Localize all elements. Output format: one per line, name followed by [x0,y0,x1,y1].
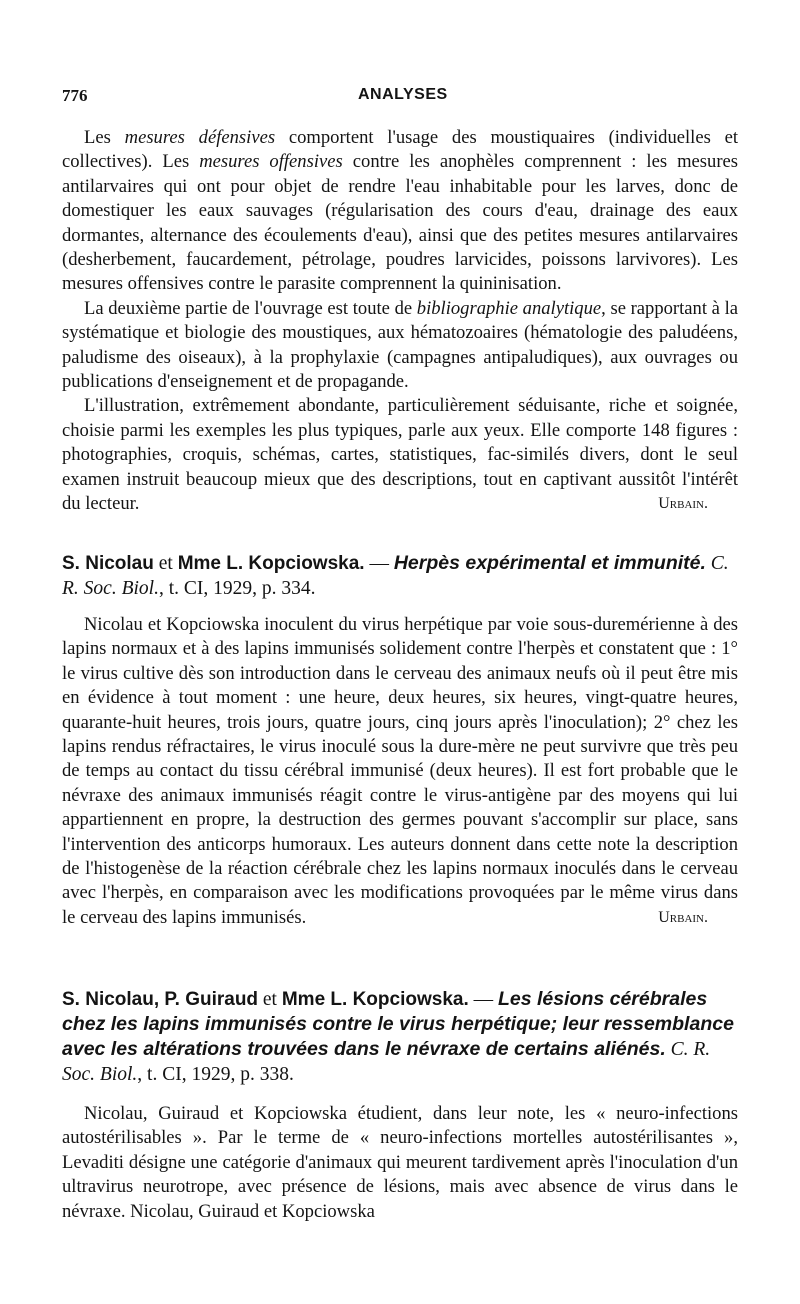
page-header [62,86,738,116]
entry-title: Les lésions cérébrales chez les lapins immunisés contre le virus herpétique; leur ressemblance avec les altérations trouvées dans le névraxe de certains aliénés. [62,988,734,1060]
entry-author: Mme L. Kopciowska. [177,553,365,574]
paragraph-bibliography: La deuxième partie de l'ouvrage est toute de bibliographie analytique, se rapportant à la systématique et biologie des moustiques, aux hématozoaires (hématologie des paludéens, paludisme des oiseaux), à la prophylaxie (campagnes antipaludiques), aux ouvrages ou publications d'enseignement et de propagande. [62,297,738,393]
entry-abstract-lesions-cerebrales [62,1102,738,1224]
running-head: ANALYSES [358,86,448,103]
entry-heading-herpes-immunite: S. Nicolau et Mme L. Kopciowska. — Herpès expérimental et immunité. C. R. Soc. Biol., t. CI, 1929, p. 334. [62,552,729,599]
entry-abstract-herpes-immunite [62,613,738,930]
paragraph-illustration: L'illustration, extrêmement abondante, particulièrement séduisante, riche et soignée, choisie parmi les exemples les plus typiques, parle aux yeux. Elle comporte 148 figures : photographies, croquis, schémas, cartes, statistiques, fac-similés divers, dont le seul examen instruit beaucoup mieux que des descriptions, tout en captivant aussitôt l'intérêt du lecteur. [62,395,738,515]
reviewer-signature: Urbain. [658,495,708,513]
entry-heading-lesions-cerebrales: S. Nicolau, P. Guiraud et Mme L. Kopciowska. — Les lésions cérébrales chez les lapins immunisés contre le virus herpétique; leur ressemblance avec les altérations trouvées dans le névraxe de certains aliénés. C. R. Soc. Biol., t. CI, 1929, p. 338. [62,988,734,1085]
abstract-paragraph: Nicolau, Guiraud et Kopciowska étudient, dans leur note, les « neuro-infections autostérilisables ». Par le terme de « neuro-infections mortelles autostérilisantes », Levaditi désigne une catégorie d'animaux qui meurent tardivement après l'inoculation d'un ultravirus neurotrope, avec présence de lésions, mais avec absence de virus dans le névraxe. Nicolau, Guiraud et Kopciowska [62,1103,738,1222]
journal-name: C. R. Soc. Biol. [62,1039,711,1085]
entry-author: Mme L. Kopciowska. [281,989,469,1010]
entry-author: S. Nicolau [62,553,154,574]
journal-reference: , t. CI, 1929, p. 338. [137,1064,294,1085]
review-continuation [62,126,738,517]
paragraph-defensive-measures: Les mesures défensives comportent l'usage des moustiquaires (individuelles et collectives). Les mesures offensives contre les anophèles comprennent : les mesures antilarvaires qui ont pour objet de rendre l'eau inhabitable pour les larves, donc de domestiquer les eaux sauvages (régularisation des cours d'eau, drainage des eaux dormantes, alternance des écoulements d'eau), ainsi que des petites mesures antilarvaires (desherbement, faucardement, pétrolage, poudres larvicides, poissons larvivores). Les mesures offensives contre le parasite comprennent la quininisation. [62,127,739,295]
journal-reference: , t. CI, 1929, p. 334. [158,578,316,599]
entry-title: Herpès expérimental et immunité. [393,552,706,574]
entry-author: S. Nicolau, P. Guiraud [62,989,259,1010]
page-number: 776 [62,86,88,105]
journal-name: C. R. Soc. Biol. [62,553,729,599]
reviewer-signature: Urbain. [658,908,708,926]
abstract-paragraph: Nicolau et Kopciowska inoculent du virus herpétique par voie sous-duremérienne à des lapins normaux et à des lapins immunisés solidement contre l'herpès et constatent que : 1° le virus cultive dès son introduction dans le cerveau des animaux neufs où il peut être mis en évidence à tout moment : une heure, deux heures, six heures, vingt-quatre heures, quarante-huit heures, trois jours, quatre jours, cinq jours après l'inoculation); 2° chez les lapins rendus réfractaires, le virus inoculé sous la dure-mère ne peut survivre que très peu de temps au contact du tissu cérébral immunisé (deux heures). Il est fort probable que le névraxe des animaux immunisés réagit contre le virus-antigène par des moyens qui lui appartiennent en propre, la destruction des germes pouvant s'accomplir sur place, sans l'intervention des anticorps humoraux. Les auteurs donnent dans cette note la description de l'histogenèse de la réaction cérébrale chez les lapins normaux inoculés dans le cerveau avec l'herpès, en comparaison avec les modifications provoquées par le même virus dans le cerveau des lapins immunisés. [62,614,738,928]
